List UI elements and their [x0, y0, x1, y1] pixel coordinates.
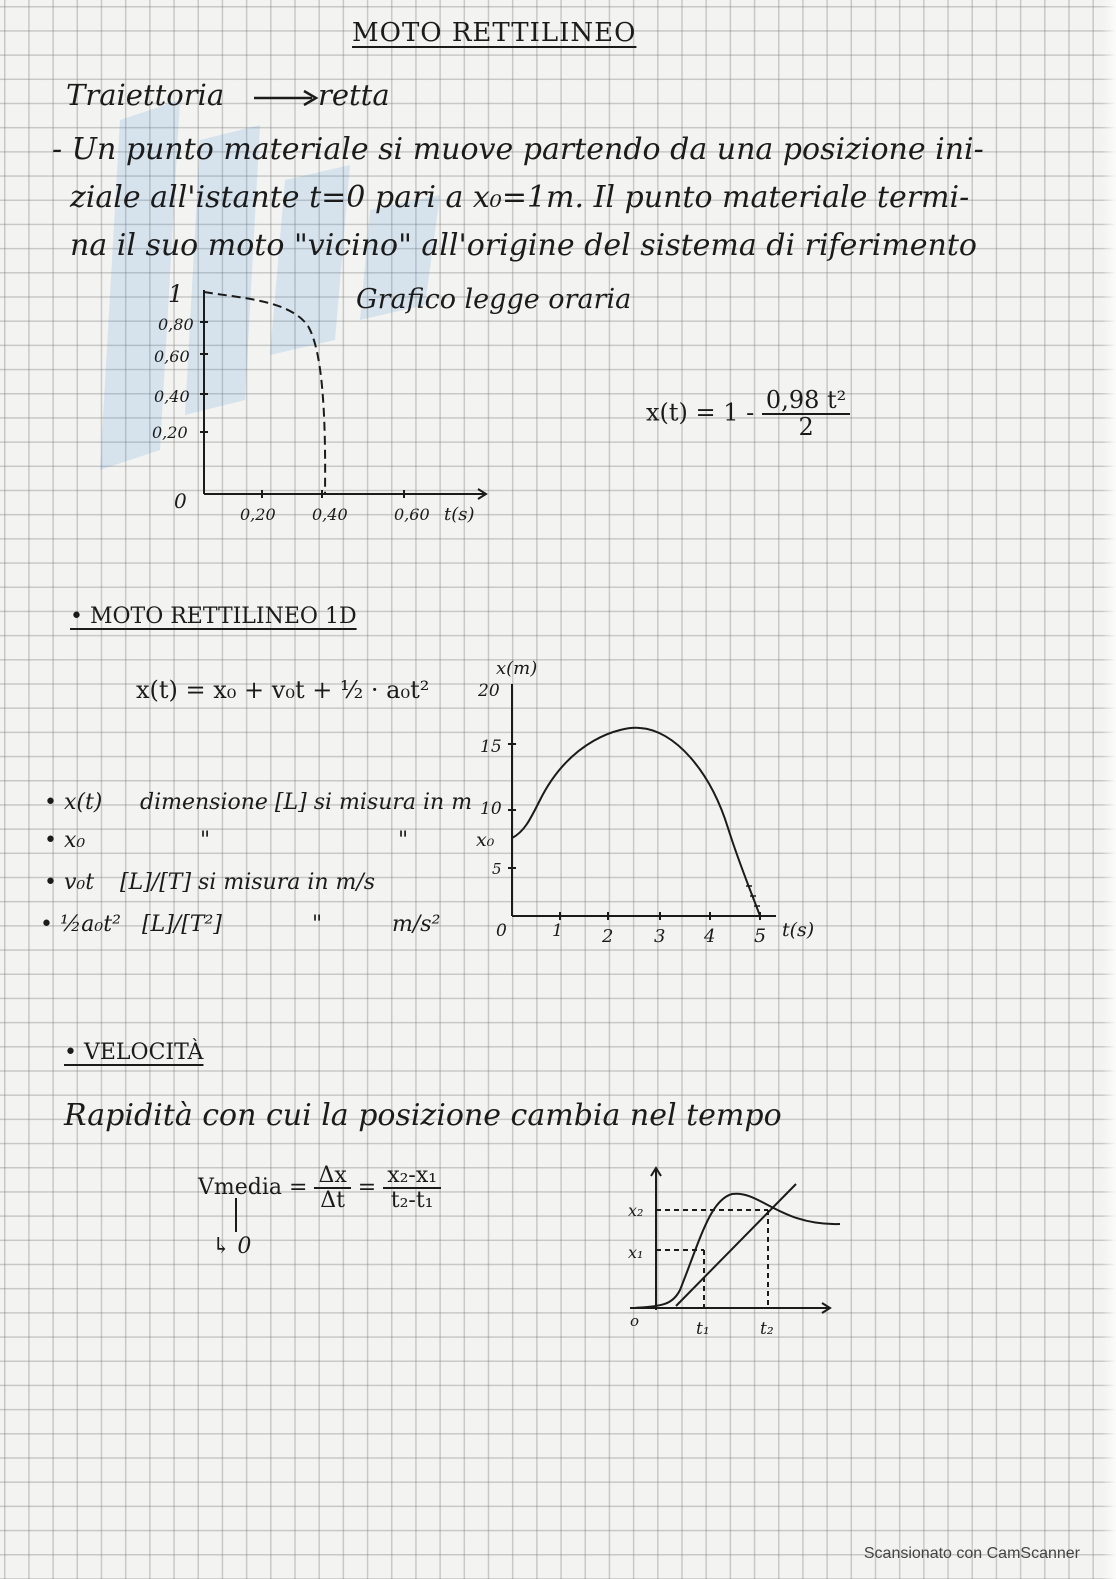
graph3-origin-label: o [630, 1312, 640, 1330]
graph3-x2-label: x₂ [628, 1201, 644, 1220]
graph1-ytick: 0,60 [154, 347, 190, 366]
camscanner-footer: Scansionato con CamScanner [863, 1545, 1080, 1562]
graph1-title: Grafico legge oraria [356, 284, 632, 315]
intro-line-3: na il suo moto "vicino" all'origine del sistema di riferimento [70, 228, 977, 263]
graph2-ytick: 15 [480, 737, 502, 757]
graph2-ytick: 5 [492, 860, 502, 878]
dim-ditto: " [312, 912, 323, 937]
graph1-xlabel: t(s) [444, 504, 475, 525]
graph1-ytick: 0,20 [152, 423, 188, 442]
velocita-formula: Vmedia = $\frac{\Delta x}{\Delta t}$ = $\frac{\text{x₂-x₁}}{\text{t₂-t₁}}$ [198, 1164, 441, 1212]
dim-unit: m/s² [392, 912, 441, 937]
graph3-t2-label: t₂ [760, 1319, 774, 1339]
graph2-x0-label: x₀ [476, 829, 495, 851]
retta-label: retta [318, 78, 390, 112]
graph1-equation: x(t) = 1 - $\frac{\text{0,98 t²}}{2}$ [646, 388, 850, 440]
graph-velocita-media [620, 1160, 860, 1340]
graph3-secant-line [676, 1184, 796, 1306]
graph1-xtick: 0,40 [312, 505, 348, 524]
dim-term: • x₀ [44, 828, 86, 853]
graph2-xlabel: t(s) [782, 919, 815, 941]
scan-edge [1102, 0, 1116, 1579]
arrow-right-icon [252, 88, 322, 108]
dim-ditto: " [200, 828, 211, 853]
graph2-ytick: 20 [478, 681, 500, 701]
graph2-xtick: 0 [496, 921, 507, 941]
graph2-xtick: 4 [704, 926, 716, 947]
dim-term: • x(t) [44, 790, 103, 815]
intro-line-2: ziale all'istante t=0 pari a x₀=1m. Il punto materiale termi- [70, 180, 970, 215]
graph-legge-oraria [140, 280, 500, 540]
graph1-ytick: 0,40 [154, 387, 190, 406]
graph2-xtick: 1 [552, 921, 563, 941]
graph3-x1-label: x₁ [628, 1243, 644, 1262]
dim-text: dimensione [L] si misura in m [140, 790, 473, 815]
section-velocita-heading: • VELOCITÀ [64, 1040, 204, 1065]
graph1-xtick: 0,60 [394, 505, 430, 524]
dim-term: • v₀t [44, 870, 95, 895]
graph3-t1-label: t₁ [696, 1319, 710, 1339]
section2-equation: x(t) = x₀ + v₀t + ½ · a₀t² [136, 676, 430, 704]
page-title: MOTO RETTILINEO [352, 18, 637, 48]
intro-line-1: - Un punto materiale si muove partendo da una posizione ini- [52, 132, 984, 167]
graph2-curve [512, 728, 760, 916]
traiettoria-label: Traiettoria [66, 78, 225, 112]
graph1-ytick: 1 [168, 280, 184, 308]
dim-ditto: " [398, 828, 409, 853]
section-moto-1d-heading: • MOTO RETTILINEO 1D [70, 604, 357, 629]
velocita-limit-note: ↳ 0 [212, 1234, 252, 1259]
velocita-definition: Rapidità con cui la posizione cambia nel tempo [64, 1098, 782, 1133]
graph2-xtick: 5 [754, 925, 767, 947]
graph-moto-1d [460, 660, 840, 960]
graph2-xtick: 3 [654, 926, 666, 947]
graph1-ytick: 0 [174, 489, 187, 513]
graph1-xtick: 0,20 [240, 505, 276, 524]
graph2-ylabel: x(m) [496, 658, 538, 679]
graph1-ytick: 0,80 [158, 315, 194, 334]
dim-term: • ½a₀t² [40, 912, 121, 937]
graph2-ytick: 10 [480, 799, 502, 819]
dim-text: [L]/[T²] [142, 912, 222, 937]
graph1-curve [204, 292, 325, 494]
graph2-xtick: 2 [602, 926, 614, 947]
dim-text: [L]/[T] si misura in m/s [120, 870, 376, 895]
